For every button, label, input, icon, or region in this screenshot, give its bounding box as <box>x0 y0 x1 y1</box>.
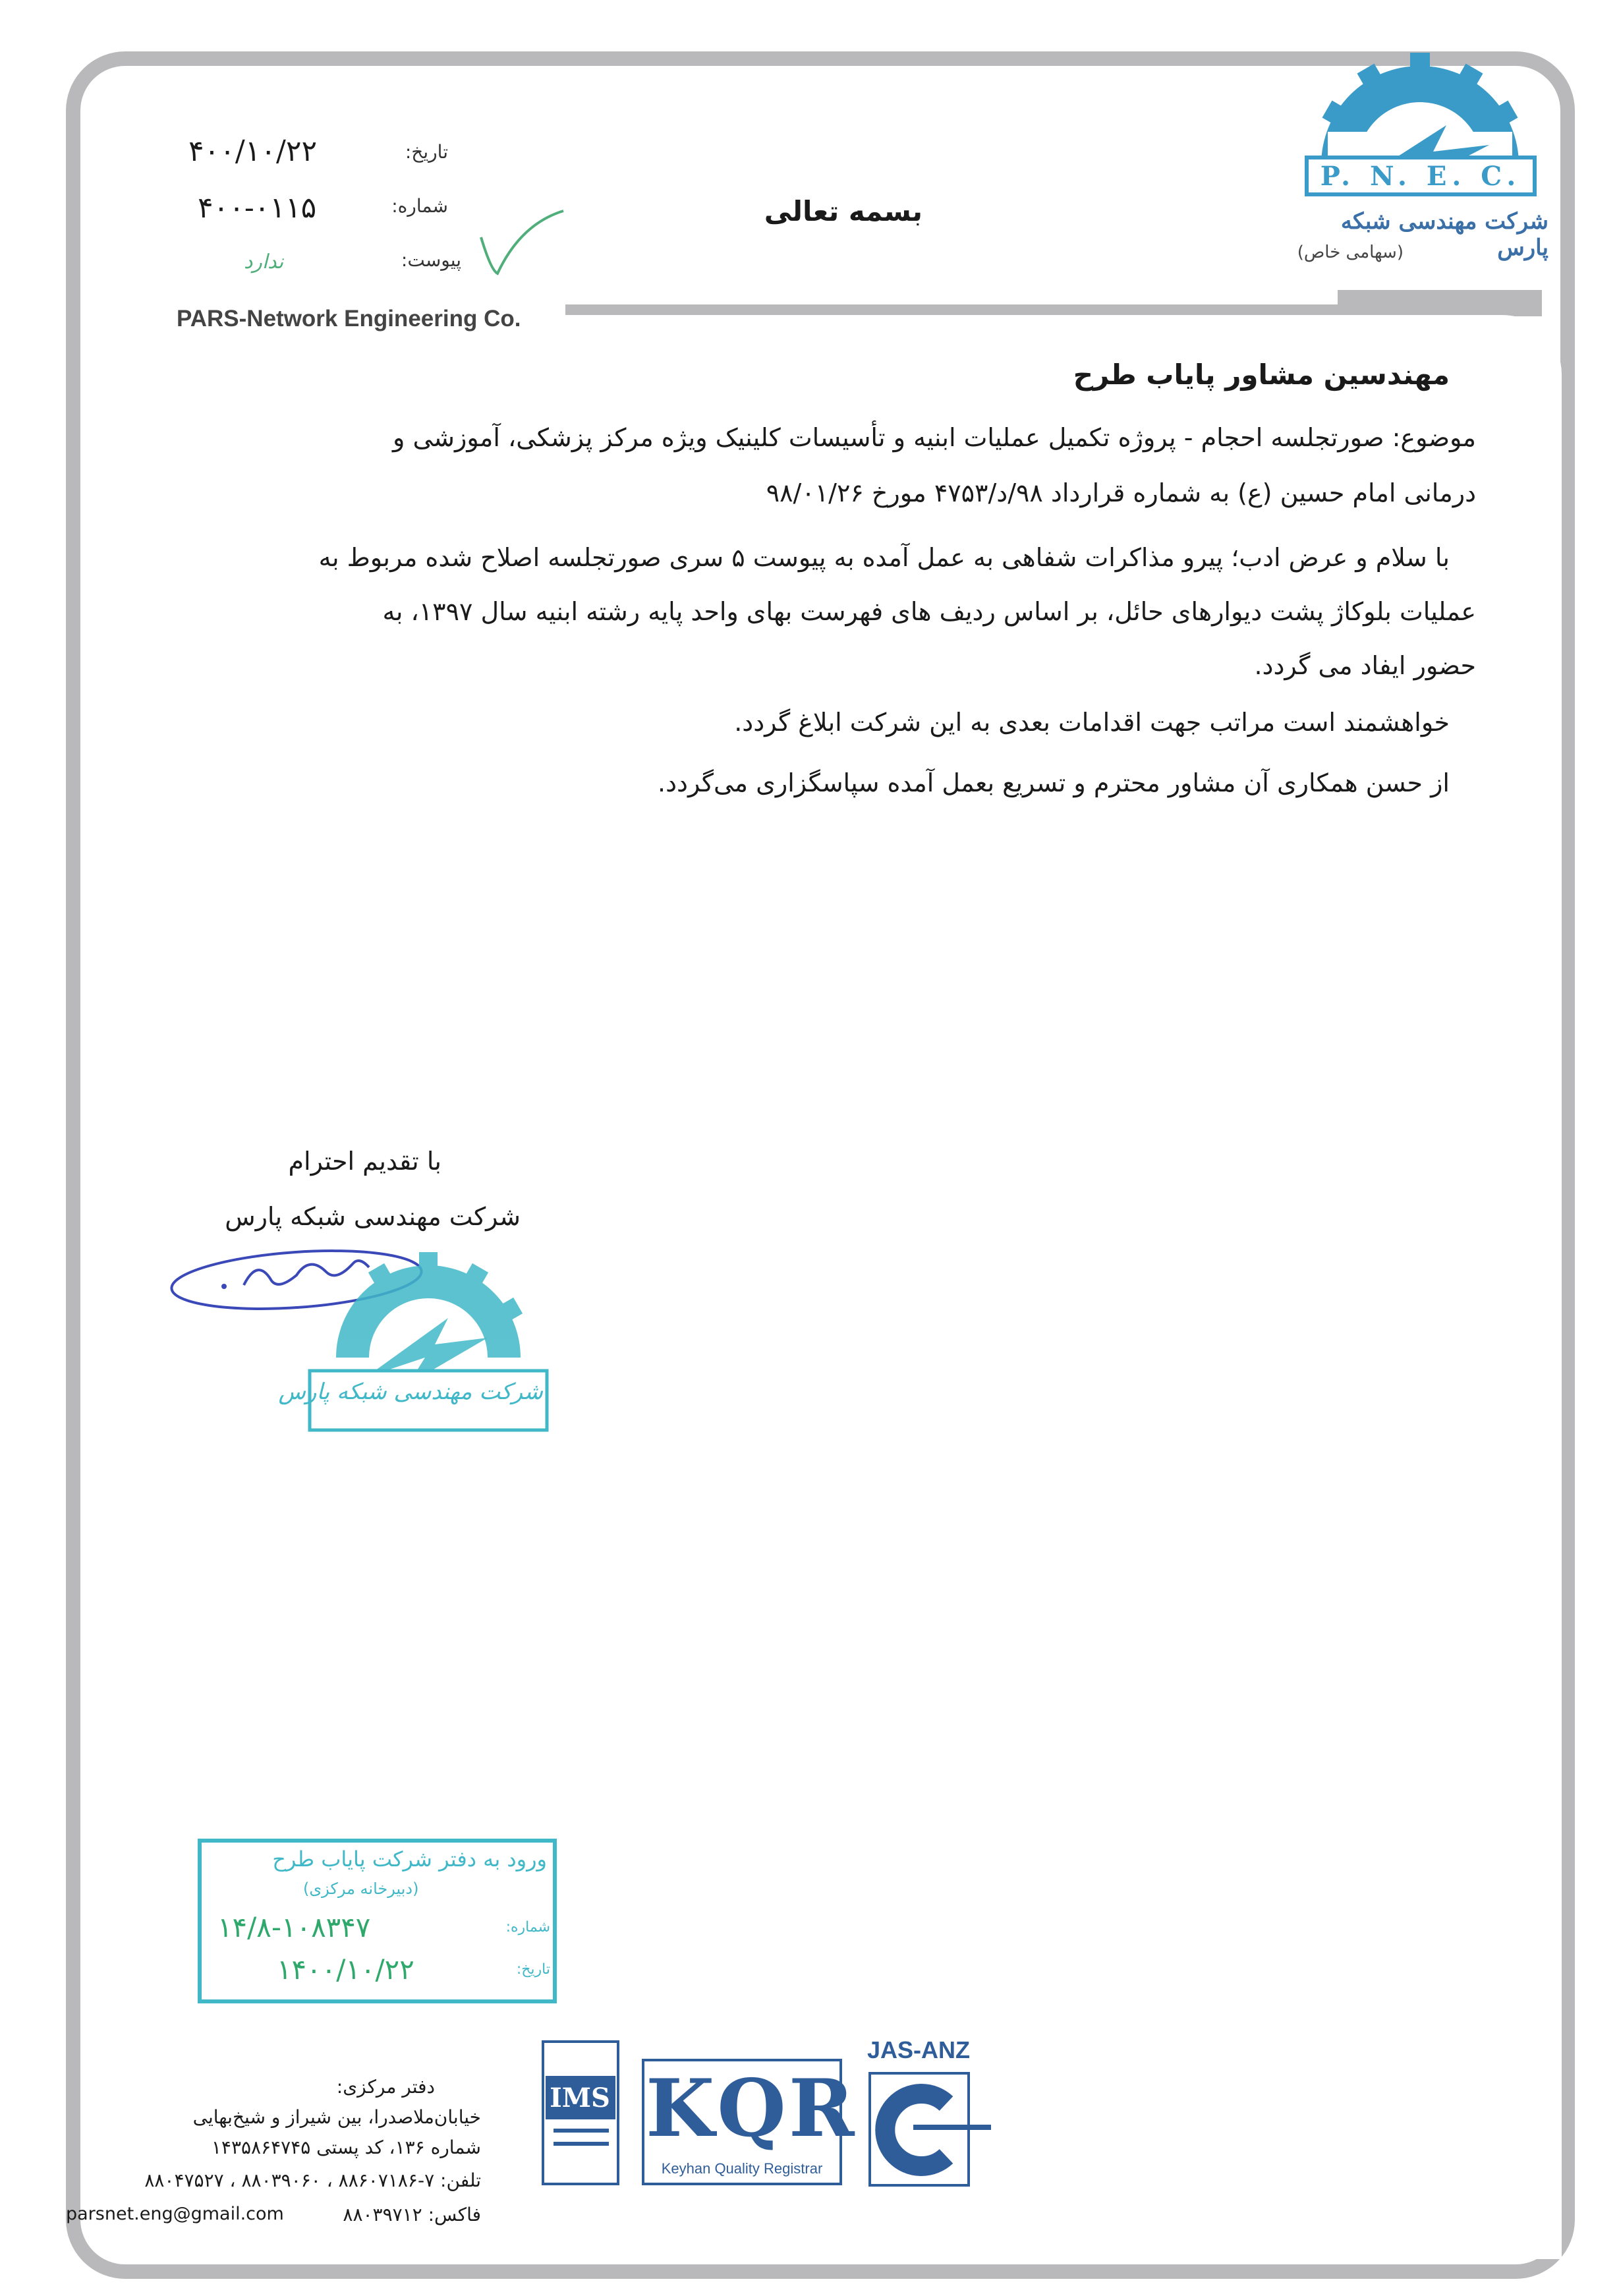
paragraph-2: خواهشمند است مراتب جهت اقدامات بعدی به این شرکت ابلاغ گردد. <box>734 708 1450 737</box>
company-stamp <box>278 1252 554 1437</box>
footer-email: parsnet.eng@gmail.com <box>66 2204 284 2224</box>
stamp-gear-icon <box>278 1252 554 1437</box>
footer-phone: تلفن: ۷-۸۸۶۰۷۱۸۶ ، ۸۸۰۳۹۰۶۰ ، ۸۸۰۴۷۵۲۷ <box>144 2169 481 2191</box>
paragraph-3: از حسن همکاری آن مشاور محترم و تسریع بعمل آمده سپاسگزاری می‌گردد. <box>658 768 1450 797</box>
signatory: شرکت مهندسی شبکه پارس <box>225 1202 521 1231</box>
company-type: (سهامی خاص) <box>1297 243 1404 262</box>
received-stamp-number-label: شماره: <box>505 1919 550 1936</box>
logo-letters: P. N. E. C. <box>1320 161 1521 192</box>
received-stamp-subtitle: (دبیرخانه مرکزی) <box>303 1880 419 1898</box>
attachment-label: پیوست: <box>401 249 461 271</box>
checkmark-icon <box>474 198 567 283</box>
received-stamp-number-value: ۱۴/۸-۱۰۸۳۴۷ <box>217 1911 371 1943</box>
closing: با تقدیم احترام <box>288 1147 441 1176</box>
subject-line-1: موضوع: صورتجلسه احجام - پروژه تکمیل عملیات ابنیه و تأسیسات کلینیک ویژه مرکز پزشکی، آموزشی و <box>393 423 1476 452</box>
ims-cert-label: IMS <box>550 2082 610 2113</box>
kqr-cert-caption: Keyhan Quality Registrar <box>661 2160 823 2177</box>
date-value: ۴۰۰/۱۰/۲۲ <box>188 134 318 168</box>
footer-fax: فاکس: ۸۸۰۳۹۷۱۲ <box>343 2204 481 2225</box>
paragraph-1-line-3: حضور ایفاد می گردد. <box>1254 651 1476 680</box>
jasanz-cert-label: JAS-ANZ <box>867 2036 971 2063</box>
received-stamp-date-value: ۱۴۰۰/۱۰/۲۲ <box>277 1953 414 1986</box>
jasanz-cert-icon <box>867 2071 992 2189</box>
footer-address-1: خیابان‌ملاصدرا، بین شیراز و شیخ‌بهایی <box>192 2106 481 2128</box>
footer-address-2: شماره ۱۳۶، کد پستی ۱۴۳۵۸۶۴۷۴۵ <box>211 2137 481 2158</box>
company-name-en: PARS-Network Engineering Co. <box>177 306 521 331</box>
subject-line-2: درمانی امام حسین (ع) به شماره قرارداد ۹۸/د/۴۷۵۳ مورخ ۹۸/۰۱/۲۶ <box>766 478 1476 507</box>
invocation: بسمه تعالی <box>764 195 923 227</box>
number-value: ۴۰۰-۰۱۱۵ <box>198 191 317 225</box>
number-label: شماره: <box>391 195 448 217</box>
attachment-value: ندارد <box>244 250 284 273</box>
footer-office-label: دفتر مرکزی: <box>336 2076 435 2098</box>
ims-cert-line <box>554 2142 609 2146</box>
paragraph-1-line-2: عملیات بلوکاژ پشت دیوارهای حائل، بر اساس ردیف های فهرست بهای واحد پایه رشته ابنیه سال ۱۳۹۷، به <box>382 597 1476 626</box>
company-stamp-text: شرکت مهندسی شبکه پارس <box>278 1379 543 1405</box>
received-stamp-date-label: تاریخ: <box>516 1961 550 1978</box>
gear-logo-icon <box>1292 53 1548 224</box>
recipient: مهندسین مشاور پایاب طرح <box>1073 359 1450 391</box>
received-stamp-title: ورود به دفتر شرکت پایاب طرح <box>272 1847 547 1872</box>
ims-cert-line <box>554 2129 609 2133</box>
company-logo <box>1292 53 1548 224</box>
date-label: تاریخ: <box>405 141 448 163</box>
paragraph-1-line-1: با سلام و عرض ادب؛ پیرو مذاکرات شفاهی به عمل آمده به پیوست ۵ سری صورتجلسه اصلاح شده مربوط به <box>318 543 1450 572</box>
company-name-fa: شرکت مهندسی شبکه پارس <box>1340 208 1548 261</box>
kqr-cert-label: KQR <box>646 2062 857 2155</box>
